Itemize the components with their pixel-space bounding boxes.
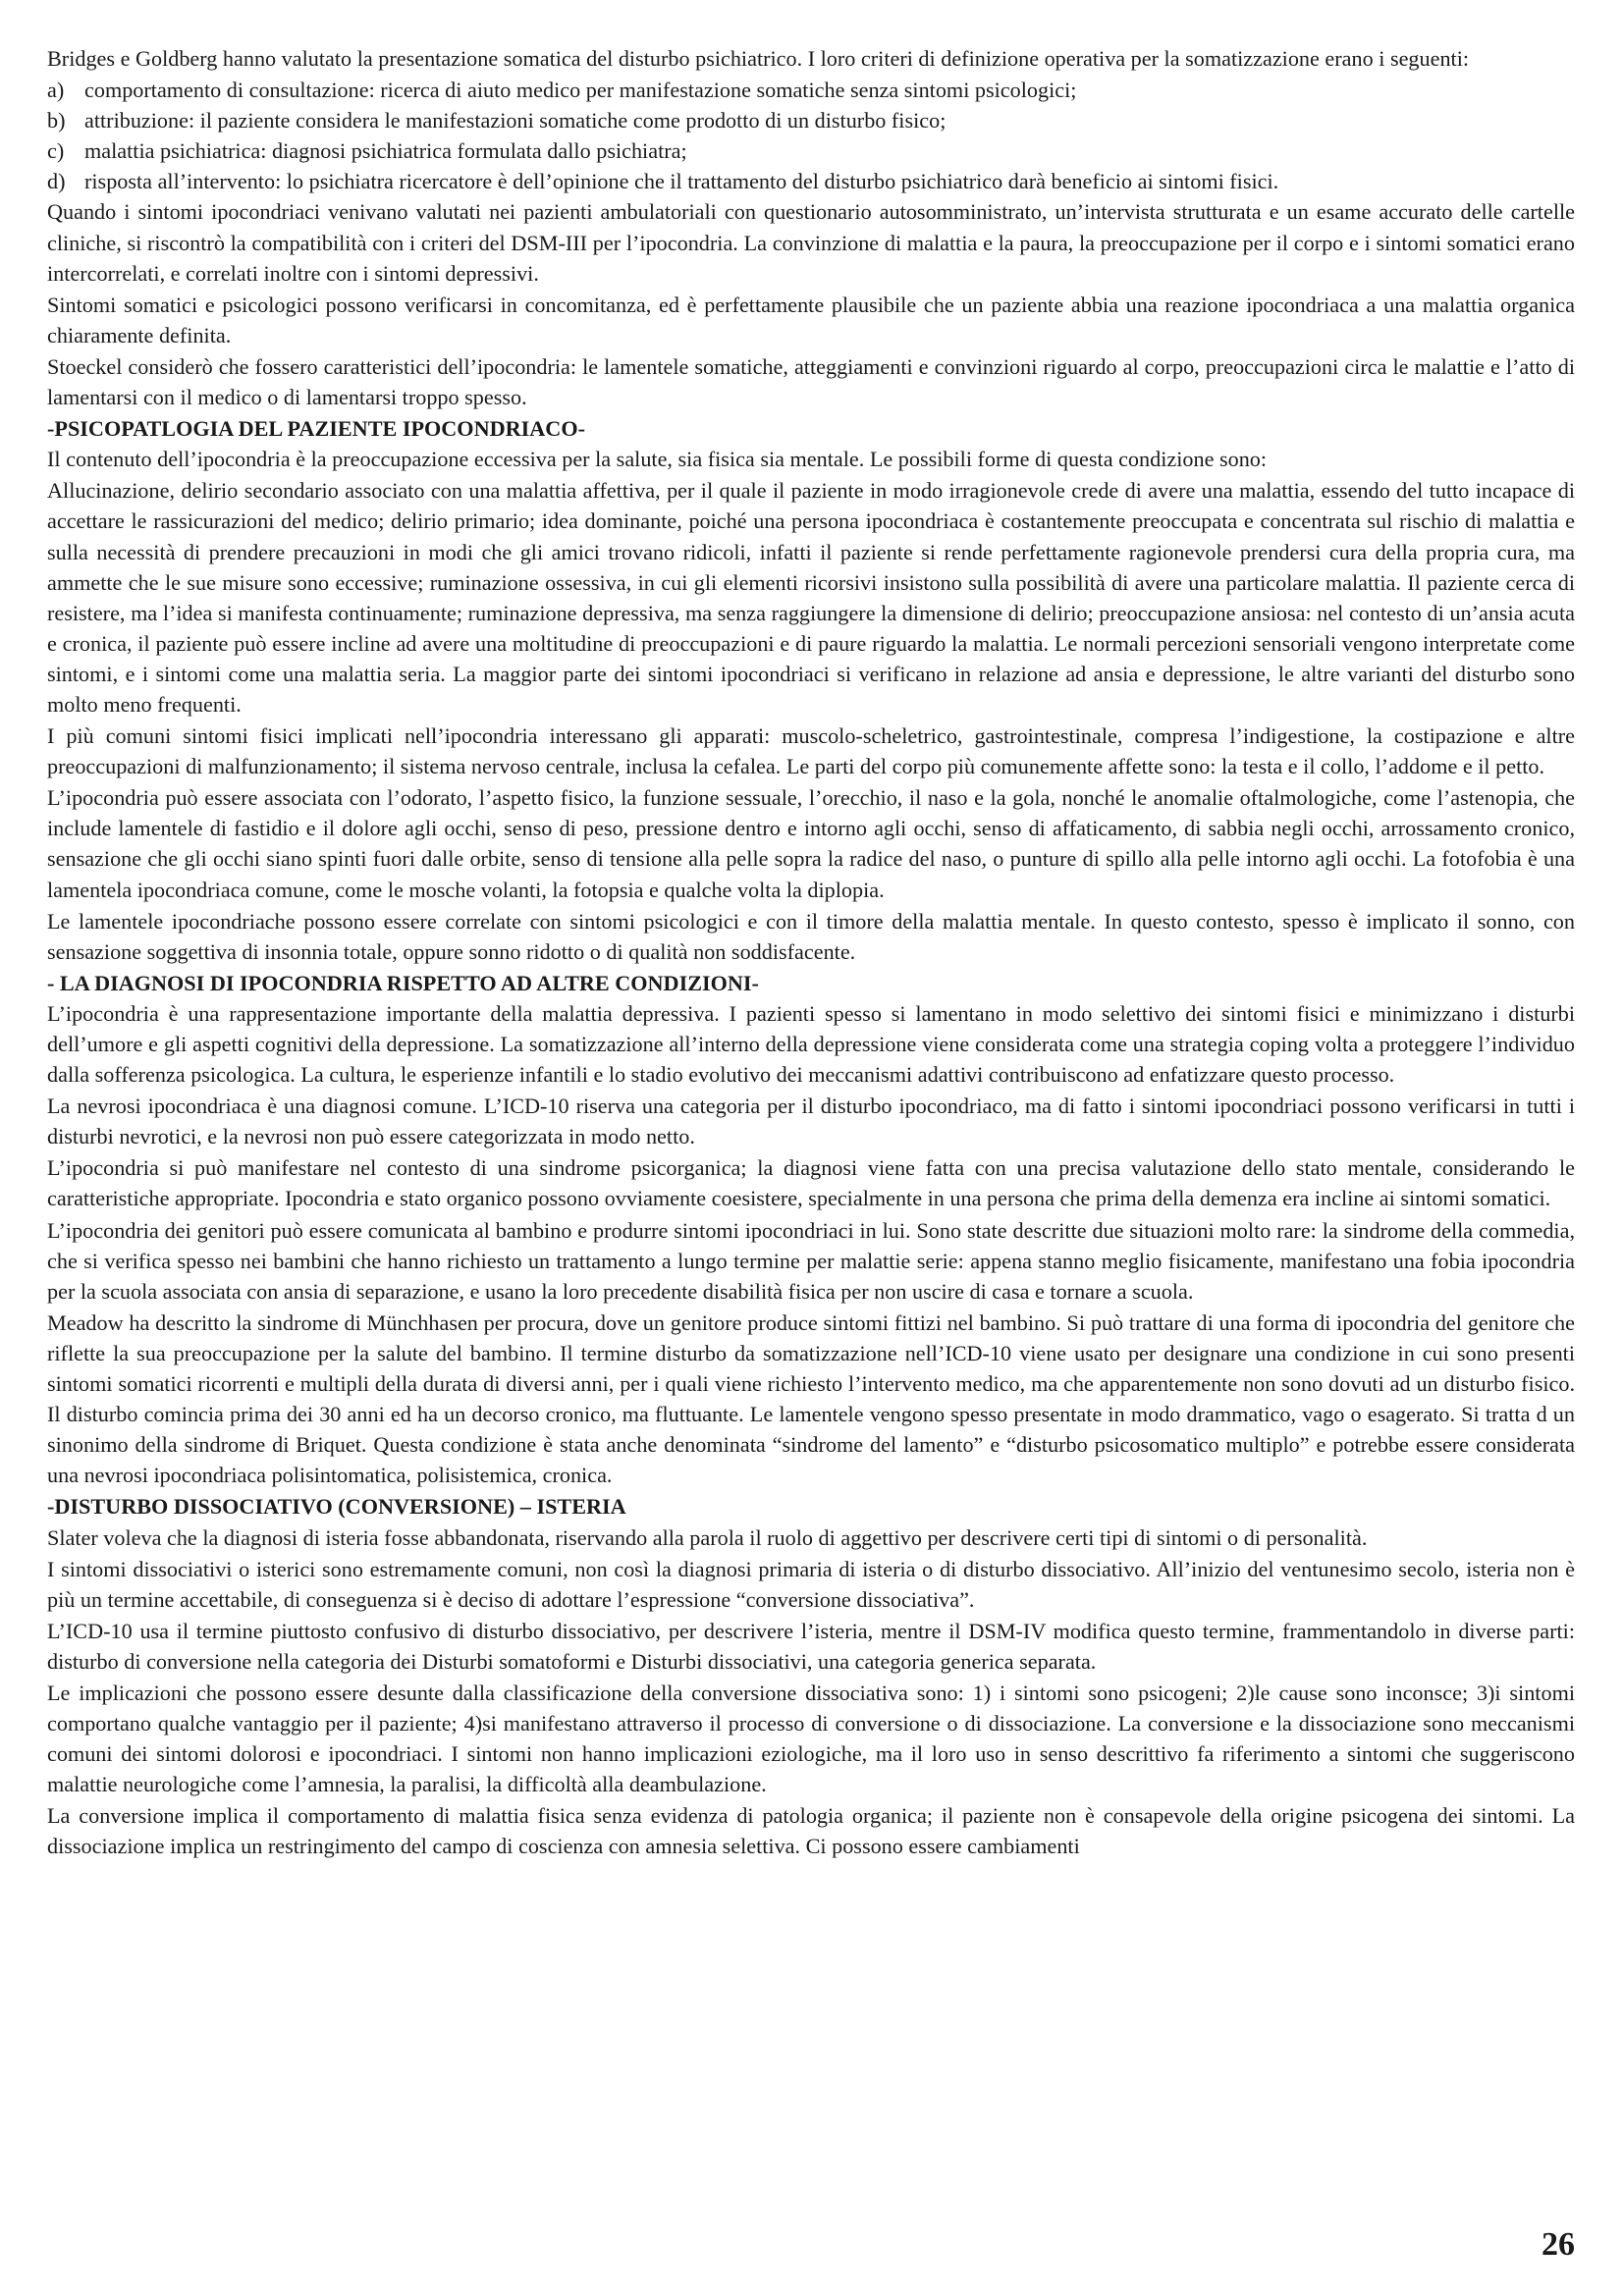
page-number: 26: [1542, 2226, 1575, 2263]
paragraph: Sintomi somatici e psicologici possono verificarsi in concomitanza, ed è perfettamente plausibile che un paziente abbia una reazione ipocondriaca a una malattia organica chiaramente definita.: [47, 292, 1575, 347]
paragraph: Il contenuto dell’ipocondria è la preoccupazione eccessiva per la salute, sia fisica sia mentale. Le possibili forme di questa condizione sono:: [47, 447, 1268, 472]
paragraph: L’ipocondria può essere associata con l’odorato, l’aspetto fisico, la funzione sessuale, l’orecchio, il naso e la gola, nonché le anomalie oftalmologiche, come l’astenopia, che include lamentele di fastidio e il dolore agli occhi, senso di peso, pressione dentro e intorno agli occhi, senso di affaticamento, di sabbia negli occhi, arrossamento cronico, sensazione che gli occhi siano spinti fuori dalle orbite, senso di tensione alla pelle sopra la radice del naso, o punture di spillo alla pelle intorno agli occhi. La fotofobia è una lamentela ipocondriaca comune, come le mosche volanti, la fotopsia e qualche volta la diplopia.: [47, 785, 1575, 902]
paragraph: I più comuni sintomi fisici implicati nell’ipocondria interessano gli apparati: muscolo-scheletrico, gastrointestinale, compresa l’indigestione, la costipazione e altre preoccupazioni di malfunzionamento; il sistema nervoso centrale, inclusa la cefalea. Le parti del corpo più comunemente affette sono: la testa e il collo, l’addome e il petto.: [47, 723, 1575, 779]
intro-paragraph: Bridges e Goldberg hanno valutato la presentazione somatica del disturbo psichiatrico. I loro criteri di definizione operativa per la somatizzazione erano i seguenti:: [47, 46, 1470, 71]
paragraph: L’ICD-10 usa il termine piuttosto confusivo di disturbo dissociativo, per descrivere l’isteria, mentre il DSM-IV modifica questo termine, frammentandolo in diverse parti: disturbo di conversione nella categoria dei Disturbi somatoformi e Disturbi dissociativi, una categoria generica separata.: [47, 1618, 1575, 1674]
paragraph: Stoeckel considerò che fossero caratteristici dell’ipocondria: le lamentele somatiche, atteggiamenti e convinzioni riguardo al corpo, preoccupazioni circa le malattie e l’atto di lamentarsi con il medico o di lamentarsi troppo spesso.: [47, 353, 1575, 410]
paragraph: L’ipocondria dei genitori può essere comunicata al bambino e produrre sintomi ipocondriaci in lui. Sono state descritte due situazioni molto rare: la sindrome della commedia, che si verifica spesso nei bambini che hanno richiesto un trattamento a lungo termine per malattie serie: appena stanno meglio fisicamente, manifestano una fobia ipocondria per la scuola associata con ansia di separazione, e usano la loro precedente disabilità fisica per non uscire di casa e tornare a scuola.: [47, 1217, 1575, 1304]
section-heading-disturbo-dissociativo: -DISTURBO DISSOCIATIVO (CONVERSIONE) – ISTERIA: [47, 1494, 626, 1520]
list-item: [47, 105, 1575, 135]
section-heading-psicopatologia: -PSICOPATLOGIA DEL PAZIENTE IPOCONDRIACO-: [47, 416, 585, 442]
list-marker: d): [47, 169, 66, 194]
list-marker: a): [47, 78, 65, 103]
document-page: [47, 43, 1575, 1863]
section-heading-diagnosi: - LA DIAGNOSI DI IPOCONDRIA RISPETTO AD ALTRE CONDIZIONI-: [47, 970, 759, 995]
paragraph: Slater voleva che la diagnosi di isteria fosse abbandonata, riservando alla parola il ruolo di aggettivo per descrivere certi tipi di sintomi o di personalità.: [47, 1524, 1368, 1550]
paragraph: Le implicazioni che possono essere desunte dalla classificazione della conversione dissociativa sono: 1) i sintomi sono psicogeni; 2)le cause sono inconsce; 3)i sintomi comportano qualche vantaggio per il paziente; 4)si manifestano attraverso il processo di conversione o di dissociazione. La conversione e la dissociazione sono meccanismi comuni dei sintomi dolorosi e ipocondriaci. I sintomi non hanno implicazioni eziologiche, ma il loro uso in senso descrittivo fa riferimento a sintomi che suggeriscono malattie neurologiche come l’amnesia, la paralisi, la difficoltà alla deambulazione.: [47, 1680, 1575, 1797]
list-marker: c): [47, 138, 65, 164]
list-item: [47, 135, 1575, 166]
paragraph: Allucinazione, delirio secondario associato con una malattia affettiva, per il quale il paziente in modo irragionevole crede di avere una malattia, essendo del tutto incapace di accettare le rassicurazioni del medico; delirio primario; idea dominante, poiché una persona ipocondriaca è costantemente preoccupata e concentrata sul rischio di malattia e sulla necessità di prendere precauzioni in modi che gli amici trovano ridicoli, infatti il paziente si rende perfettamente ragionevole prendersi cura della propria cura, ma ammette che le sue misure sono eccessive; ruminazione ossessiva, in cui gli elementi ricorsivi insistono sulla possibilità di avere una particolare malattia. Il paziente cerca di resistere, ma l’idea si manifesta continuamente; ruminazione depressiva, ma senza raggiungere la dimensione di delirio; preoccupazione ansiosa: nel contesto di un’ansia acuta e cronica, il paziente può essere incline ad avere una moltitudine di preoccupazioni e di paure riguardo la malattia. Le normali percezioni sensoriali vengono interpretate come sintomi, e i sintomi come una malattia seria. La maggior parte dei sintomi ipocondriaci si verificano in relazione ad ansia e depressione, le altre varianti del disturbo sono molto meno frequenti.: [47, 478, 1575, 717]
list-item: [47, 166, 1575, 196]
paragraph: L’ipocondria si può manifestare nel contesto di una sindrome psicorganica; la diagnosi viene fatta con una precisa valutazione dello stato mentale, considerando le caratteristiche appropriate. Ipocondria e stato organico possono ovviamente coesistere, specialmente in una persona che prima della demenza era incline ai sintomi somatici.: [47, 1155, 1575, 1211]
paragraph: Meadow ha descritto la sindrome di Münchhasen per procura, dove un genitore produce sintomi fittizi nel bambino. Si può trattare di una forma di ipocondria del genitore che riflette la sua preoccupazione per la salute del bambino. Il termine disturbo da somatizzazione nell’ICD-10 viene usato per designare una condizione in cui sono presenti sintomi somatici ricorrenti e multipli della durata di diversi anni, per i quali viene richiesto l’intervento medico, ma che apparentemente non sono dovuti ad un disturbo fisico. Il disturbo comincia prima dei 30 anni ed ha un decorso cronico, ma fluttuante. Le lamentele vengono spesso presentate in modo drammatico, vago o esagerato. Si tratta d un sinonimo della sindrome di Briquet. Questa condizione è stata anche denominata “sindrome del lamento” e “disturbo psicosomatico multiplo” e potrebbe essere considerata una nevrosi ipocondriaca polisintomatica, polisistemica, cronica.: [47, 1309, 1575, 1488]
list-marker: b): [47, 108, 66, 133]
paragraph: Quando i sintomi ipocondriaci venivano valutati nei pazienti ambulatoriali con questionario autosomministrato, un’intervista strutturata e un esame accurato delle cartelle cliniche, si riscontrò la compatibilità con i criteri del DSM-III per l’ipocondria. La convinzione di malattia e la paura, la preoccupazione per il corpo e i sintomi somatici erano intercorrelati, e correlati inoltre con i sintomi depressivi.: [47, 199, 1575, 286]
paragraph: Le lamentele ipocondriache possono essere correlate con sintomi psicologici e con il timore della malattia mentale. In questo contesto, spesso è implicato il sonno, con sensazione soggettiva di insonnia totale, oppure sonno ridotto o di qualità non soddisfacente.: [47, 908, 1575, 964]
list-text: risposta all’intervento: lo psichiatra ricercatore è dell’opinione che il trattamento del disturbo psichiatrico darà beneficio ai sintomi fisici.: [84, 169, 1279, 194]
list-item: [47, 75, 1575, 105]
paragraph: La nevrosi ipocondriaca è una diagnosi comune. L’ICD-10 riserva una categoria per il disturbo ipocondriaco, ma di fatto i sintomi ipocondriaci possono verificarsi in tutti i disturbi nevrotici, e la nevrosi non può essere categorizzata in modo netto.: [47, 1094, 1575, 1149]
criteria-list: [47, 75, 1575, 196]
list-text: comportamento di consultazione: ricerca di aiuto medico per manifestazione somatiche senza sintomi psicologici;: [84, 78, 1077, 103]
paragraph: L’ipocondria è una rappresentazione importante della malattia depressiva. I pazienti spesso si lamentano in modo selettivo dei sintomi fisici e minimizzano i disturbi dell’umore e gli aspetti cognitivi della depressione. La somatizzazione all’interno della depressione viene considerata come una strategia coping volta a proteggere l’individuo dalla sofferenza psicologica. La cultura, le esperienze infantili e lo stadio evolutivo dei meccanismi adattivi contribuiscono ad enfatizzare questo processo.: [47, 1000, 1575, 1088]
list-text: malattia psichiatrica: diagnosi psichiatrica formulata dallo psichiatra;: [84, 138, 687, 164]
list-text: attribuzione: il paziente considera le manifestazioni somatiche come prodotto di un disturbo fisico;: [84, 108, 947, 133]
paragraph: I sintomi dissociativi o isterici sono estremamente comuni, non così la diagnosi primaria di isteria o di disturbo dissociativo. All’inizio del ventunesimo secolo, isteria non è più un termine accettabile, di conseguenza si è deciso di adottare l’espressione “conversione dissociativa”.: [47, 1556, 1575, 1612]
paragraph: La conversione implica il comportamento di malattia fisica senza evidenza di patologia organica; il paziente non è consapevole della origine psicogena dei sintomi. La dissociazione implica un restringimento del campo di coscienza con amnesia selettiva. Ci possono essere cambiamenti: [47, 1803, 1575, 1859]
